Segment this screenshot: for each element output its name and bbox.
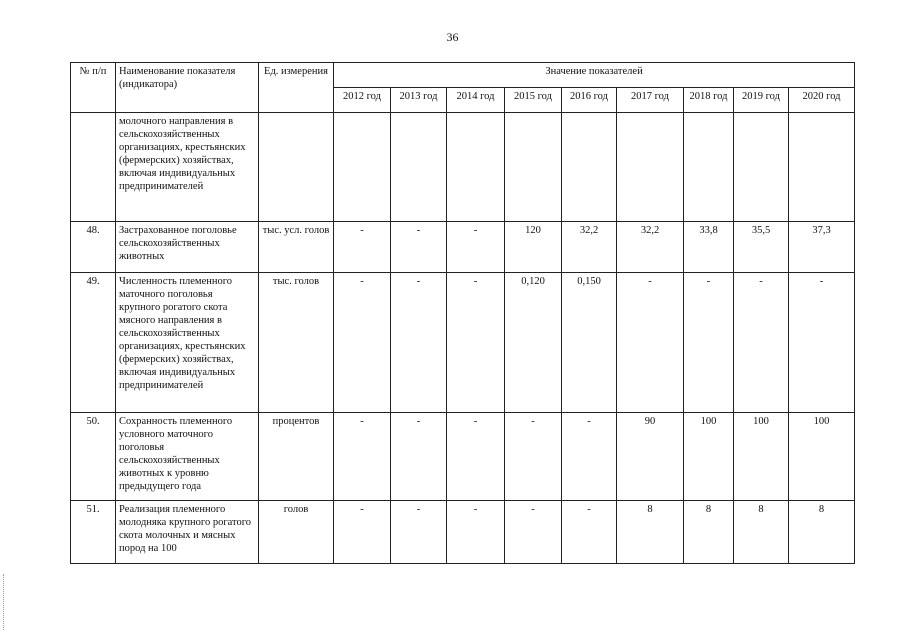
row-value: - [562, 501, 617, 564]
row-unit: голов [259, 501, 334, 564]
row-value: - [505, 413, 562, 501]
row-value [334, 113, 391, 222]
row-value: 32,2 [562, 222, 617, 273]
table-row [71, 413, 855, 501]
row-value: - [505, 501, 562, 564]
row-value: 100 [789, 413, 855, 501]
row-value: - [391, 222, 447, 273]
row-value: 0,120 [505, 273, 562, 413]
row-value: 33,8 [684, 222, 734, 273]
header-unit: Ед. измерения [259, 63, 334, 113]
row-value: - [334, 413, 391, 501]
header-year: 2018 год [684, 88, 734, 113]
row-unit: тыс. усл. голов [259, 222, 334, 273]
row-value: - [391, 413, 447, 501]
table-row [71, 222, 855, 273]
row-value: 100 [734, 413, 789, 501]
row-value: 8 [617, 501, 684, 564]
header-row [71, 63, 855, 88]
row-num: 48. [71, 222, 116, 273]
row-unit: процентов [259, 413, 334, 501]
row-value [684, 113, 734, 222]
row-value: 32,2 [617, 222, 684, 273]
row-unit: тыс. голов [259, 273, 334, 413]
row-value: - [789, 273, 855, 413]
row-name: Застрахованное поголовье сельскохозяйственных животных [116, 222, 259, 273]
row-value: 8 [734, 501, 789, 564]
row-num: 49. [71, 273, 116, 413]
page-number: 36 [446, 30, 459, 44]
row-value: - [334, 501, 391, 564]
header-year: 2015 год [505, 88, 562, 113]
row-num: 50. [71, 413, 116, 501]
row-value [562, 113, 617, 222]
scan-edge-mark [3, 574, 5, 630]
row-value: 37,3 [789, 222, 855, 273]
row-value: 100 [684, 413, 734, 501]
row-num [71, 113, 116, 222]
row-value: - [734, 273, 789, 413]
row-value: - [562, 413, 617, 501]
row-value: - [334, 273, 391, 413]
row-value: - [447, 222, 505, 273]
row-value: - [684, 273, 734, 413]
row-value: - [617, 273, 684, 413]
header-num: № п/п [71, 63, 116, 113]
header-year: 2020 год [789, 88, 855, 113]
row-value: 8 [789, 501, 855, 564]
row-value [734, 113, 789, 222]
indicators-table [70, 62, 855, 564]
row-value: 0,150 [562, 273, 617, 413]
row-value [789, 113, 855, 222]
row-value: - [447, 413, 505, 501]
row-value [505, 113, 562, 222]
header-name: Наименование показателя (индикатора) [116, 63, 259, 113]
row-value [617, 113, 684, 222]
header-year: 2017 год [617, 88, 684, 113]
row-value: - [334, 222, 391, 273]
table-row [71, 501, 855, 564]
row-name: Численность племенного маточного поголовья крупного рогатого скота мясного направления в сельскохозяйственных организациях, крестьянских (фермерских) хозяйствах, включая индивидуальных предпринимателей [116, 273, 259, 413]
row-name: Реализация племенного молодняка крупного рогатого скота молочных и мясных пород на 100 [116, 501, 259, 564]
header-year: 2014 год [447, 88, 505, 113]
row-name: молочного направления в сельскохозяйственных организациях, крестьянских (фермерских) хозяйствах, включая индивидуальных предпринимателей [116, 113, 259, 222]
row-value: 120 [505, 222, 562, 273]
row-value: - [391, 273, 447, 413]
row-value: 8 [684, 501, 734, 564]
row-value: - [391, 501, 447, 564]
row-name: Сохранность племенного условного маточного поголовья сельскохозяйственных животных к уровню предыдущего года [116, 413, 259, 501]
table-row [71, 273, 855, 413]
row-num: 51. [71, 501, 116, 564]
header-year: 2019 год [734, 88, 789, 113]
table-row [71, 113, 855, 222]
row-unit [259, 113, 334, 222]
row-value [447, 113, 505, 222]
header-values: Значение показателей [334, 63, 855, 88]
row-value: 35,5 [734, 222, 789, 273]
row-value: 90 [617, 413, 684, 501]
row-value: - [447, 273, 505, 413]
header-year: 2013 год [391, 88, 447, 113]
row-value [391, 113, 447, 222]
row-value: - [447, 501, 505, 564]
header-year: 2012 год [334, 88, 391, 113]
header-year: 2016 год [562, 88, 617, 113]
